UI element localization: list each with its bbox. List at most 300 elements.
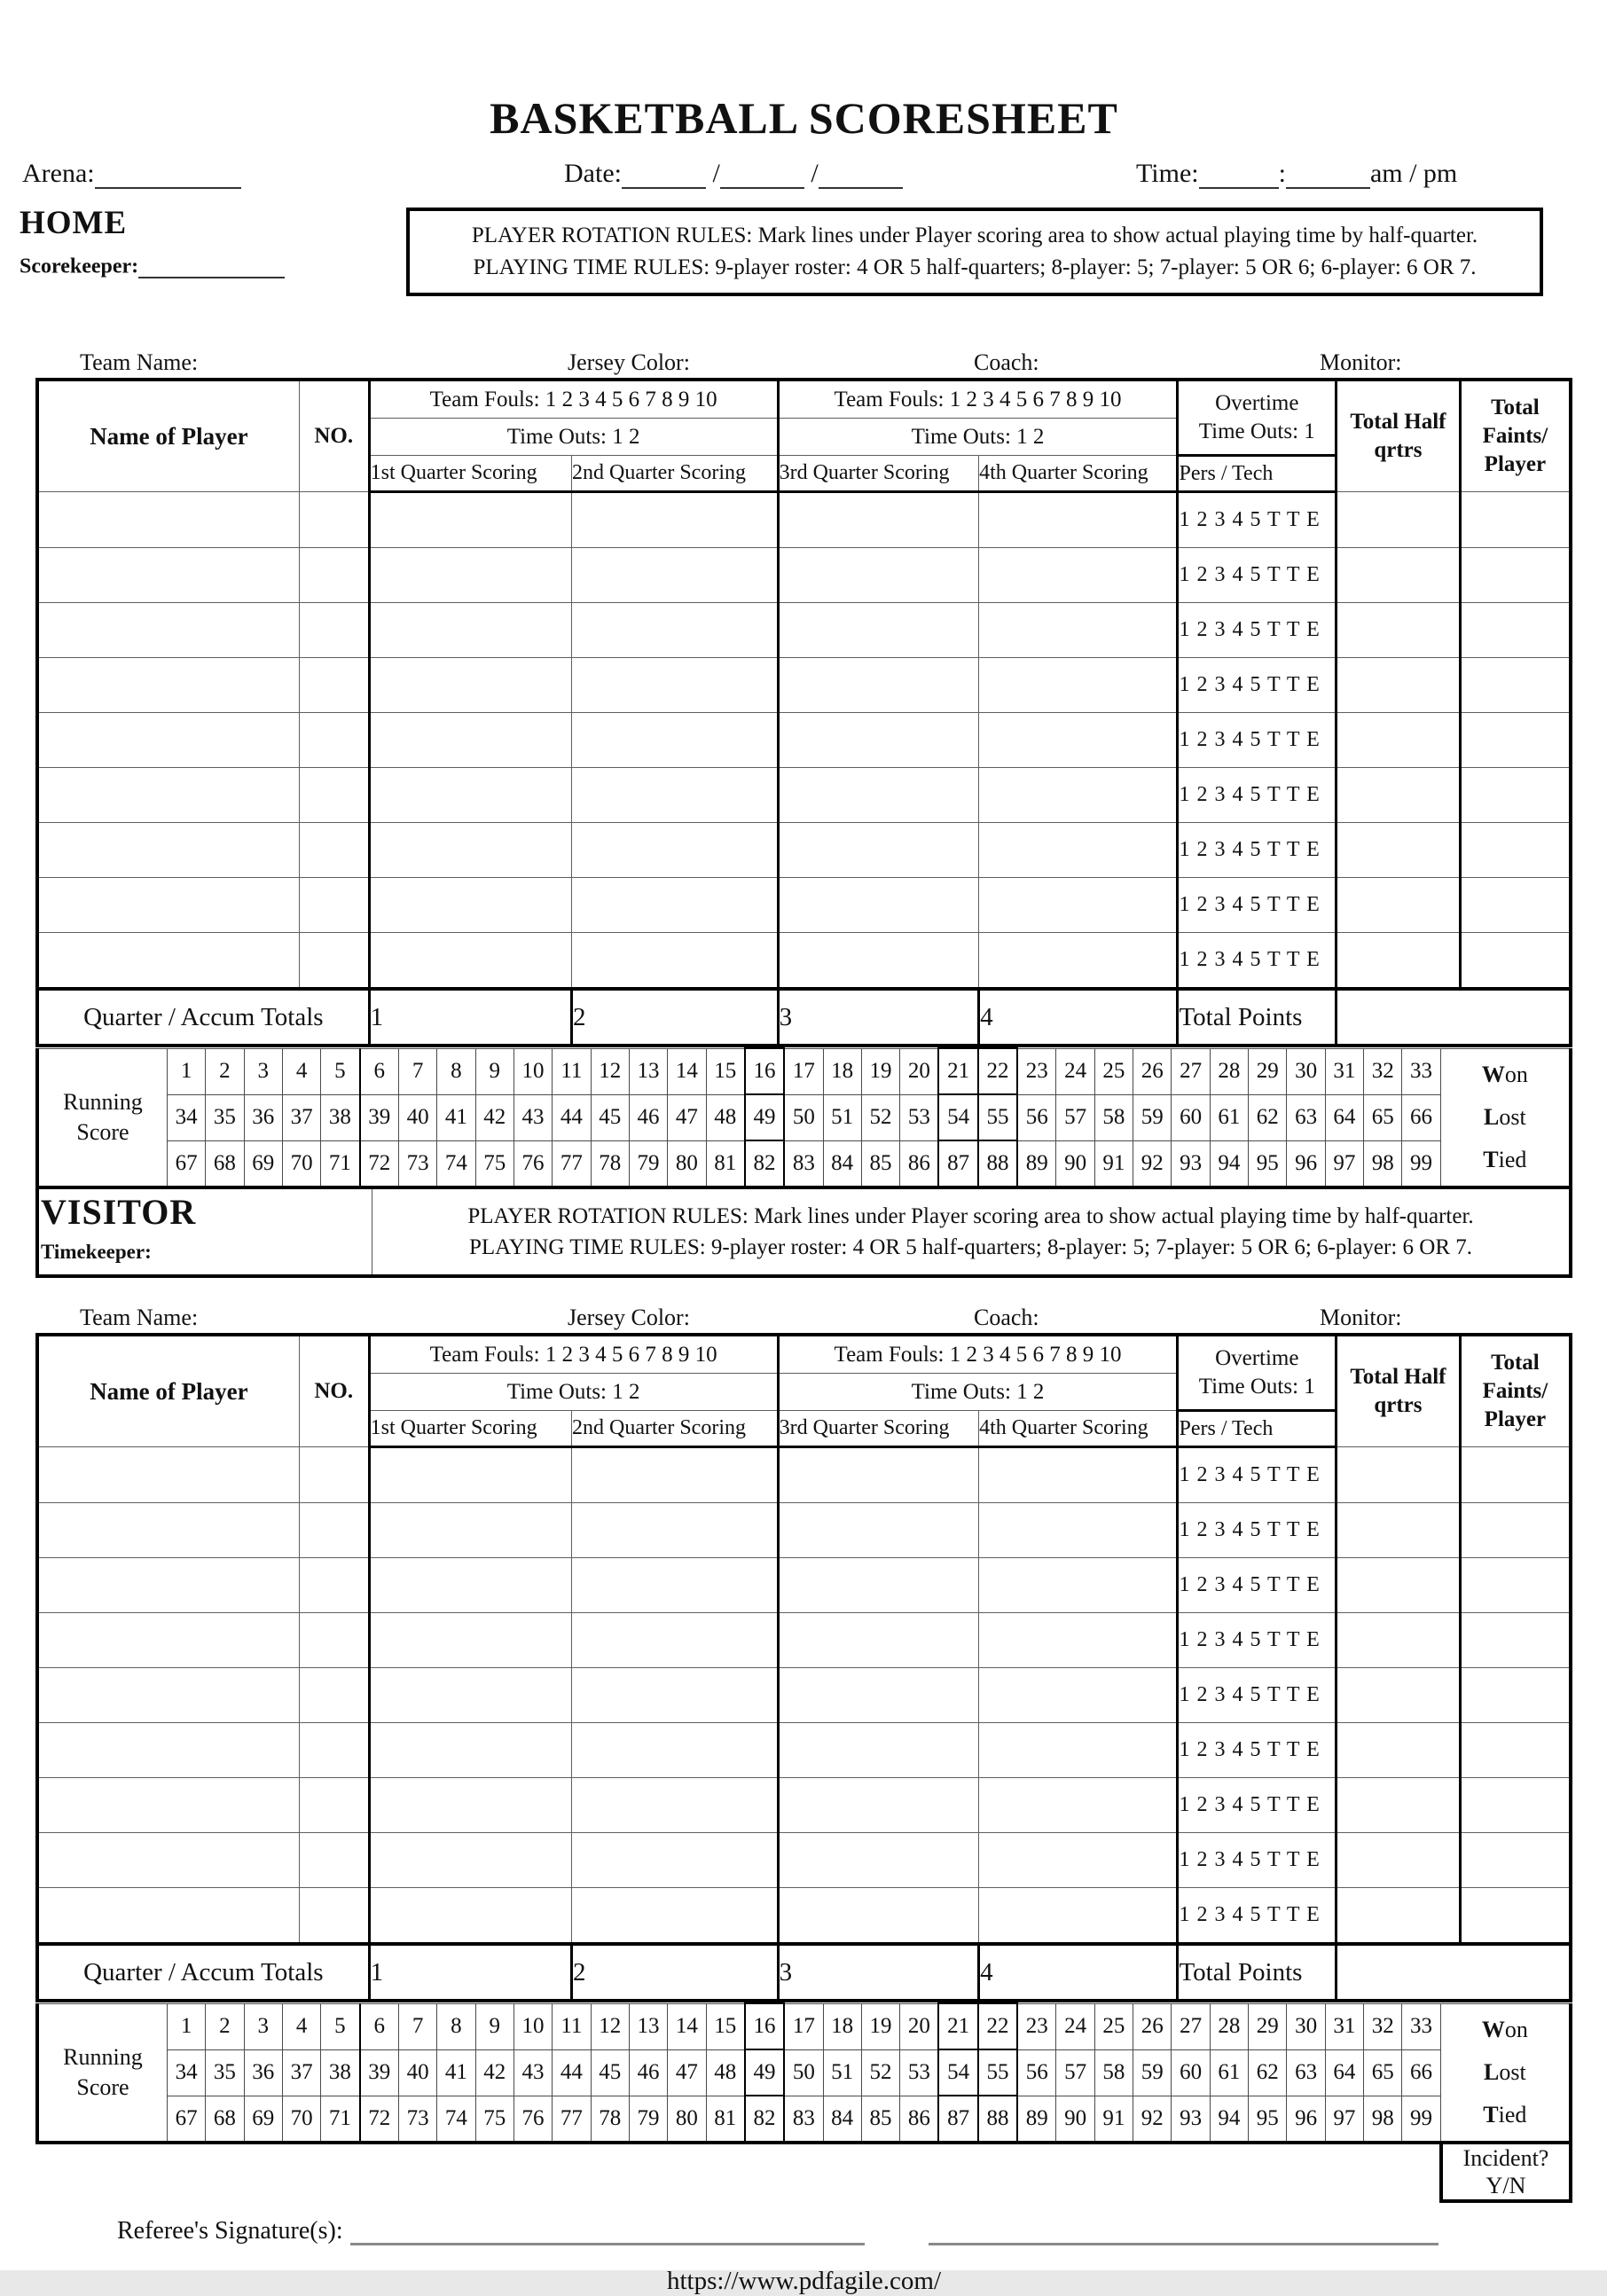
q3-scoring-cell[interactable] [778, 878, 978, 933]
running-score-cell[interactable]: 83 [784, 2096, 823, 2143]
running-score-cell[interactable]: 39 [360, 1094, 399, 1140]
player-number-cell[interactable] [299, 1558, 369, 1613]
personal-fouls-cell[interactable]: 1 2 3 4 5 T T E [1178, 548, 1337, 603]
running-score-cell[interactable]: 79 [629, 2096, 667, 2143]
q3-total-cell[interactable]: 3 [778, 1944, 978, 2001]
running-score-cell[interactable]: 91 [1094, 1140, 1133, 1187]
running-score-cell[interactable]: 76 [513, 2096, 552, 2143]
running-score-cell[interactable]: 87 [938, 2096, 977, 2143]
running-score-cell[interactable]: 84 [823, 2096, 861, 2143]
q3-scoring-cell[interactable] [778, 713, 978, 768]
running-score-cell[interactable]: 38 [321, 1094, 360, 1140]
player-number-cell[interactable] [299, 1778, 369, 1833]
running-score-cell[interactable]: 48 [706, 2049, 745, 2096]
total-faints-cell[interactable] [1460, 1888, 1571, 1945]
running-score-cell[interactable]: 36 [244, 2049, 282, 2096]
player-number-cell[interactable] [299, 878, 369, 933]
running-score-cell[interactable]: 18 [823, 2003, 861, 2049]
total-faints-cell[interactable] [1460, 933, 1571, 990]
q2-scoring-cell[interactable] [572, 933, 779, 990]
player-name-cell[interactable] [37, 1888, 299, 1945]
q2-scoring-cell[interactable] [572, 1888, 779, 1945]
q3-scoring-cell[interactable] [778, 1778, 978, 1833]
running-score-cell[interactable]: 3 [244, 2003, 282, 2049]
date-year-blank[interactable] [819, 158, 903, 189]
running-score-cell[interactable]: 11 [553, 1048, 591, 1094]
running-score-cell[interactable]: 26 [1133, 2003, 1172, 2049]
running-score-cell[interactable]: 46 [629, 2049, 667, 2096]
total-points-cell[interactable] [1337, 989, 1571, 1046]
running-score-cell[interactable]: 45 [591, 2049, 629, 2096]
q4-scoring-cell[interactable] [979, 1778, 1178, 1833]
running-score-cell[interactable]: 18 [823, 1048, 861, 1094]
running-score-cell[interactable]: 7 [398, 2003, 436, 2049]
q4-scoring-cell[interactable] [979, 658, 1178, 713]
player-number-cell[interactable] [299, 548, 369, 603]
running-score-cell[interactable]: 30 [1287, 2003, 1325, 2049]
running-score-cell[interactable]: 4 [282, 2003, 320, 2049]
running-score-cell[interactable]: 49 [745, 2049, 784, 2096]
running-score-cell[interactable]: 89 [1017, 2096, 1056, 2143]
q4-scoring-cell[interactable] [979, 768, 1178, 823]
running-score-cell[interactable]: 80 [668, 2096, 706, 2143]
running-score-cell[interactable]: 7 [398, 1048, 436, 1094]
running-score-cell[interactable]: 72 [360, 1140, 399, 1187]
running-score-cell[interactable]: 44 [553, 2049, 591, 2096]
total-faints-cell[interactable] [1460, 1558, 1571, 1613]
running-score-cell[interactable]: 16 [745, 1048, 784, 1094]
running-score-cell[interactable]: 54 [938, 1094, 977, 1140]
q4-scoring-cell[interactable] [979, 603, 1178, 658]
q2-scoring-cell[interactable] [572, 658, 779, 713]
running-score-cell[interactable]: 50 [784, 1094, 823, 1140]
running-score-cell[interactable]: 24 [1056, 1048, 1094, 1094]
running-score-cell[interactable]: 49 [745, 1094, 784, 1140]
total-faints-cell[interactable] [1460, 1503, 1571, 1558]
running-score-cell[interactable]: 24 [1056, 2003, 1094, 2049]
running-score-cell[interactable]: 70 [282, 1140, 320, 1187]
running-score-cell[interactable]: 75 [475, 2096, 513, 2143]
running-score-cell[interactable]: 90 [1056, 1140, 1094, 1187]
running-score-cell[interactable]: 85 [861, 1140, 899, 1187]
player-name-cell[interactable] [37, 823, 299, 878]
player-number-cell[interactable] [299, 1668, 369, 1723]
q1-scoring-cell[interactable] [369, 823, 571, 878]
q1-scoring-cell[interactable] [369, 492, 571, 548]
running-score-cell[interactable]: 79 [629, 1140, 667, 1187]
running-score-cell[interactable]: 10 [513, 2003, 552, 2049]
overtime-timeouts-header[interactable] [1178, 380, 1337, 456]
running-score-cell[interactable]: 17 [784, 1048, 823, 1094]
running-score-cell[interactable]: 1 [167, 2003, 205, 2049]
running-score-cell[interactable]: 68 [206, 1140, 244, 1187]
player-name-cell[interactable] [37, 1503, 299, 1558]
q3-scoring-cell[interactable] [778, 823, 978, 878]
running-score-cell[interactable]: 23 [1017, 1048, 1056, 1094]
running-score-cell[interactable]: 23 [1017, 2003, 1056, 2049]
running-score-cell[interactable]: 67 [167, 1140, 205, 1187]
team-fouls-header-half2[interactable]: Team Fouls: 1 2 3 4 5 6 7 8 9 10 [778, 380, 1178, 419]
player-name-cell[interactable] [37, 933, 299, 990]
running-score-cell[interactable]: 33 [1402, 2003, 1440, 2049]
total-half-qrtrs-cell[interactable] [1337, 1613, 1461, 1668]
total-half-qrtrs-cell[interactable] [1337, 1558, 1461, 1613]
total-faints-cell[interactable] [1460, 1668, 1571, 1723]
player-name-cell[interactable] [37, 1613, 299, 1668]
time-minute-blank[interactable] [1286, 158, 1370, 189]
total-half-qrtrs-cell[interactable] [1337, 1503, 1461, 1558]
total-half-qrtrs-cell[interactable] [1337, 1778, 1461, 1833]
q3-scoring-cell[interactable] [778, 1447, 978, 1503]
personal-fouls-cell[interactable]: 1 2 3 4 5 T T E [1178, 1613, 1337, 1668]
q1-scoring-cell[interactable] [369, 1558, 571, 1613]
running-score-cell[interactable]: 36 [244, 1094, 282, 1140]
running-score-cell[interactable]: 84 [823, 1140, 861, 1187]
running-score-cell[interactable]: 25 [1094, 1048, 1133, 1094]
running-score-cell[interactable]: 73 [398, 2096, 436, 2143]
running-score-cell[interactable]: 19 [861, 1048, 899, 1094]
total-half-qrtrs-cell[interactable] [1337, 768, 1461, 823]
running-score-cell[interactable]: 86 [900, 1140, 939, 1187]
total-half-qrtrs-cell[interactable] [1337, 1833, 1461, 1888]
running-score-cell[interactable]: 96 [1287, 2096, 1325, 2143]
running-score-cell[interactable]: 2 [206, 1048, 244, 1094]
running-score-cell[interactable]: 20 [900, 2003, 939, 2049]
running-score-cell[interactable]: 98 [1364, 1140, 1402, 1187]
running-score-cell[interactable]: 9 [475, 1048, 513, 1094]
q2-scoring-cell[interactable] [572, 713, 779, 768]
player-name-cell[interactable] [37, 1833, 299, 1888]
timeouts-header-half2[interactable]: Time Outs: 1 2 [778, 419, 1178, 456]
running-score-cell[interactable]: 82 [745, 2096, 784, 2143]
player-number-cell[interactable] [299, 603, 369, 658]
total-faints-cell[interactable] [1460, 492, 1571, 548]
running-score-cell[interactable]: 68 [206, 2096, 244, 2143]
q1-total-cell[interactable]: 1 [369, 1944, 571, 2001]
timeouts-header-half1[interactable]: Time Outs: 1 2 [369, 1374, 778, 1411]
q2-total-cell[interactable]: 2 [572, 1944, 779, 2001]
running-score-cell[interactable]: 35 [206, 2049, 244, 2096]
referee-signature-blank-2[interactable] [929, 2215, 1438, 2245]
running-score-cell[interactable]: 38 [321, 2049, 360, 2096]
running-score-cell[interactable]: 3 [244, 1048, 282, 1094]
q4-total-cell[interactable]: 4 [979, 989, 1178, 1046]
q2-scoring-cell[interactable] [572, 1613, 779, 1668]
running-score-cell[interactable]: 16 [745, 2003, 784, 2049]
time-hour-blank[interactable] [1199, 158, 1279, 189]
personal-fouls-cell[interactable]: 1 2 3 4 5 T T E [1178, 823, 1337, 878]
running-score-cell[interactable]: 63 [1287, 1094, 1325, 1140]
team-fouls-header-half2[interactable]: Team Fouls: 1 2 3 4 5 6 7 8 9 10 [778, 1335, 1178, 1374]
running-score-cell[interactable]: 32 [1364, 1048, 1402, 1094]
date-day-blank[interactable] [622, 158, 706, 189]
running-score-cell[interactable]: 69 [244, 1140, 282, 1187]
q2-scoring-cell[interactable] [572, 1668, 779, 1723]
running-score-cell[interactable]: 13 [629, 2003, 667, 2049]
running-score-cell[interactable]: 51 [823, 1094, 861, 1140]
running-score-cell[interactable]: 29 [1249, 1048, 1287, 1094]
q3-scoring-cell[interactable] [778, 1503, 978, 1558]
overtime-timeouts-header[interactable] [1178, 1335, 1337, 1411]
running-score-cell[interactable]: 8 [437, 2003, 475, 2049]
running-score-cell[interactable]: 39 [360, 2049, 399, 2096]
running-score-cell[interactable]: 92 [1133, 1140, 1172, 1187]
q2-scoring-cell[interactable] [572, 823, 779, 878]
running-score-cell[interactable]: 58 [1094, 2049, 1133, 2096]
running-score-cell[interactable]: 59 [1133, 1094, 1172, 1140]
total-half-qrtrs-cell[interactable] [1337, 1668, 1461, 1723]
running-score-cell[interactable]: 1 [167, 1048, 205, 1094]
q4-scoring-cell[interactable] [979, 878, 1178, 933]
player-number-cell[interactable] [299, 1888, 369, 1945]
running-score-cell[interactable]: 60 [1172, 2049, 1210, 2096]
running-score-cell[interactable]: 12 [591, 1048, 629, 1094]
date-month-blank[interactable] [720, 158, 804, 189]
running-score-cell[interactable]: 75 [475, 1140, 513, 1187]
player-number-cell[interactable] [299, 933, 369, 990]
total-half-qrtrs-cell[interactable] [1337, 933, 1461, 990]
q2-scoring-cell[interactable] [572, 548, 779, 603]
player-number-cell[interactable] [299, 713, 369, 768]
running-score-cell[interactable]: 40 [398, 1094, 436, 1140]
total-half-qrtrs-cell[interactable] [1337, 1888, 1461, 1945]
running-score-cell[interactable]: 88 [978, 2096, 1017, 2143]
total-half-qrtrs-cell[interactable] [1337, 548, 1461, 603]
player-name-cell[interactable] [37, 548, 299, 603]
running-score-cell[interactable]: 56 [1017, 2049, 1056, 2096]
running-score-cell[interactable]: 96 [1287, 1140, 1325, 1187]
q2-scoring-cell[interactable] [572, 1723, 779, 1778]
total-faints-cell[interactable] [1460, 823, 1571, 878]
q3-scoring-cell[interactable] [778, 768, 978, 823]
q3-scoring-cell[interactable] [778, 1888, 978, 1945]
total-faints-cell[interactable] [1460, 1447, 1571, 1503]
running-score-cell[interactable]: 31 [1325, 1048, 1363, 1094]
player-name-cell[interactable] [37, 1778, 299, 1833]
running-score-cell[interactable]: 42 [475, 2049, 513, 2096]
total-points-cell[interactable] [1337, 1944, 1571, 2001]
personal-fouls-cell[interactable]: 1 2 3 4 5 T T E [1178, 1888, 1337, 1945]
running-score-cell[interactable]: 72 [360, 2096, 399, 2143]
q4-scoring-cell[interactable] [979, 1668, 1178, 1723]
q1-scoring-cell[interactable] [369, 1723, 571, 1778]
player-number-cell[interactable] [299, 1613, 369, 1668]
running-score-cell[interactable]: 48 [706, 1094, 745, 1140]
q1-scoring-cell[interactable] [369, 1613, 571, 1668]
total-faints-cell[interactable] [1460, 1833, 1571, 1888]
personal-fouls-cell[interactable]: 1 2 3 4 5 T T E [1178, 1668, 1337, 1723]
running-score-cell[interactable]: 27 [1172, 1048, 1210, 1094]
q4-scoring-cell[interactable] [979, 1613, 1178, 1668]
player-number-cell[interactable] [299, 768, 369, 823]
running-score-cell[interactable]: 12 [591, 2003, 629, 2049]
running-score-cell[interactable]: 99 [1402, 1140, 1440, 1187]
q1-scoring-cell[interactable] [369, 603, 571, 658]
running-score-cell[interactable]: 94 [1210, 1140, 1248, 1187]
running-score-cell[interactable]: 22 [978, 2003, 1017, 2049]
running-score-cell[interactable]: 8 [437, 1048, 475, 1094]
running-score-cell[interactable]: 54 [938, 2049, 977, 2096]
running-score-cell[interactable]: 37 [282, 2049, 320, 2096]
arena-blank[interactable] [95, 158, 241, 189]
running-score-cell[interactable]: 34 [167, 2049, 205, 2096]
running-score-cell[interactable]: 51 [823, 2049, 861, 2096]
q1-scoring-cell[interactable] [369, 1778, 571, 1833]
total-faints-cell[interactable] [1460, 1723, 1571, 1778]
personal-fouls-cell[interactable]: 1 2 3 4 5 T T E [1178, 603, 1337, 658]
total-faints-cell[interactable] [1460, 548, 1571, 603]
player-number-cell[interactable] [299, 492, 369, 548]
running-score-cell[interactable]: 28 [1210, 1048, 1248, 1094]
running-score-cell[interactable]: 88 [978, 1140, 1017, 1187]
running-score-cell[interactable]: 9 [475, 2003, 513, 2049]
player-name-cell[interactable] [37, 768, 299, 823]
running-score-cell[interactable]: 11 [553, 2003, 591, 2049]
running-score-cell[interactable]: 62 [1249, 2049, 1287, 2096]
total-half-qrtrs-cell[interactable] [1337, 492, 1461, 548]
running-score-cell[interactable]: 93 [1172, 1140, 1210, 1187]
q4-scoring-cell[interactable] [979, 492, 1178, 548]
running-score-cell[interactable]: 78 [591, 1140, 629, 1187]
q1-scoring-cell[interactable] [369, 548, 571, 603]
running-score-cell[interactable]: 93 [1172, 2096, 1210, 2143]
referee-signature-blank-1[interactable] [350, 2215, 865, 2245]
running-score-cell[interactable]: 74 [437, 1140, 475, 1187]
running-score-cell[interactable]: 20 [900, 1048, 939, 1094]
q4-total-cell[interactable]: 4 [979, 1944, 1178, 2001]
personal-fouls-cell[interactable]: 1 2 3 4 5 T T E [1178, 768, 1337, 823]
running-score-cell[interactable]: 52 [861, 2049, 899, 2096]
running-score-cell[interactable]: 69 [244, 2096, 282, 2143]
total-faints-cell[interactable] [1460, 878, 1571, 933]
total-half-qrtrs-cell[interactable] [1337, 603, 1461, 658]
team-fouls-header-half1[interactable]: Team Fouls: 1 2 3 4 5 6 7 8 9 10 [369, 380, 778, 419]
running-score-cell[interactable]: 66 [1402, 2049, 1440, 2096]
q4-scoring-cell[interactable] [979, 1503, 1178, 1558]
q4-scoring-cell[interactable] [979, 1558, 1178, 1613]
running-score-cell[interactable]: 50 [784, 2049, 823, 2096]
running-score-cell[interactable]: 6 [360, 1048, 399, 1094]
running-score-cell[interactable]: 97 [1325, 1140, 1363, 1187]
running-score-cell[interactable]: 95 [1249, 2096, 1287, 2143]
player-number-cell[interactable] [299, 823, 369, 878]
running-score-cell[interactable]: 77 [553, 2096, 591, 2143]
running-score-cell[interactable]: 14 [668, 2003, 706, 2049]
running-score-cell[interactable]: 34 [167, 1094, 205, 1140]
player-name-cell[interactable] [37, 878, 299, 933]
q2-scoring-cell[interactable] [572, 603, 779, 658]
running-score-cell[interactable]: 31 [1325, 2003, 1363, 2049]
running-score-cell[interactable]: 76 [513, 1140, 552, 1187]
running-score-cell[interactable]: 77 [553, 1140, 591, 1187]
running-score-cell[interactable]: 83 [784, 1140, 823, 1187]
running-score-cell[interactable]: 15 [706, 1048, 745, 1094]
running-score-cell[interactable]: 71 [321, 1140, 360, 1187]
running-score-cell[interactable]: 80 [668, 1140, 706, 1187]
player-number-cell[interactable] [299, 1447, 369, 1503]
running-score-cell[interactable]: 6 [360, 2003, 399, 2049]
running-score-cell[interactable]: 91 [1094, 2096, 1133, 2143]
running-score-cell[interactable]: 81 [706, 1140, 745, 1187]
running-score-cell[interactable]: 52 [861, 1094, 899, 1140]
running-score-cell[interactable]: 99 [1402, 2096, 1440, 2143]
total-half-qrtrs-cell[interactable] [1337, 713, 1461, 768]
running-score-cell[interactable]: 97 [1325, 2096, 1363, 2143]
q2-scoring-cell[interactable] [572, 492, 779, 548]
timeouts-header-half1[interactable]: Time Outs: 1 2 [369, 419, 778, 456]
running-score-cell[interactable]: 47 [668, 2049, 706, 2096]
game-result-cell[interactable]: Won Lost Tied [1440, 1048, 1571, 1187]
total-half-qrtrs-cell[interactable] [1337, 658, 1461, 713]
scorekeeper-blank[interactable] [138, 254, 285, 278]
q1-scoring-cell[interactable] [369, 713, 571, 768]
q3-scoring-cell[interactable] [778, 492, 978, 548]
q3-scoring-cell[interactable] [778, 933, 978, 990]
total-half-qrtrs-cell[interactable] [1337, 878, 1461, 933]
running-score-cell[interactable]: 43 [513, 1094, 552, 1140]
running-score-cell[interactable]: 21 [938, 2003, 977, 2049]
running-score-cell[interactable]: 58 [1094, 1094, 1133, 1140]
running-score-cell[interactable]: 29 [1249, 2003, 1287, 2049]
running-score-cell[interactable]: 44 [553, 1094, 591, 1140]
running-score-cell[interactable]: 26 [1133, 1048, 1172, 1094]
running-score-cell[interactable]: 5 [321, 1048, 360, 1094]
running-score-cell[interactable]: 74 [437, 2096, 475, 2143]
q3-scoring-cell[interactable] [778, 1668, 978, 1723]
player-name-cell[interactable] [37, 1447, 299, 1503]
player-number-cell[interactable] [299, 1833, 369, 1888]
running-score-cell[interactable]: 4 [282, 1048, 320, 1094]
q4-scoring-cell[interactable] [979, 1723, 1178, 1778]
running-score-cell[interactable]: 37 [282, 1094, 320, 1140]
total-faints-cell[interactable] [1460, 768, 1571, 823]
personal-fouls-cell[interactable]: 1 2 3 4 5 T T E [1178, 1447, 1337, 1503]
running-score-cell[interactable]: 41 [437, 1094, 475, 1140]
q4-scoring-cell[interactable] [979, 933, 1178, 990]
running-score-cell[interactable]: 2 [206, 2003, 244, 2049]
total-faints-cell[interactable] [1460, 1778, 1571, 1833]
q2-scoring-cell[interactable] [572, 878, 779, 933]
running-score-cell[interactable]: 28 [1210, 2003, 1248, 2049]
personal-fouls-cell[interactable]: 1 2 3 4 5 T T E [1178, 1558, 1337, 1613]
running-score-cell[interactable]: 22 [978, 1048, 1017, 1094]
personal-fouls-cell[interactable]: 1 2 3 4 5 T T E [1178, 1723, 1337, 1778]
running-score-cell[interactable]: 98 [1364, 2096, 1402, 2143]
running-score-cell[interactable]: 57 [1056, 1094, 1094, 1140]
total-half-qrtrs-cell[interactable] [1337, 1447, 1461, 1503]
running-score-cell[interactable]: 86 [900, 2096, 939, 2143]
q2-scoring-cell[interactable] [572, 768, 779, 823]
total-half-qrtrs-cell[interactable] [1337, 1723, 1461, 1778]
q1-scoring-cell[interactable] [369, 1888, 571, 1945]
q1-scoring-cell[interactable] [369, 1447, 571, 1503]
q2-scoring-cell[interactable] [572, 1503, 779, 1558]
running-score-cell[interactable]: 61 [1210, 1094, 1248, 1140]
running-score-cell[interactable]: 70 [282, 2096, 320, 2143]
running-score-cell[interactable]: 19 [861, 2003, 899, 2049]
running-score-cell[interactable]: 42 [475, 1094, 513, 1140]
team-fouls-header-half1[interactable]: Team Fouls: 1 2 3 4 5 6 7 8 9 10 [369, 1335, 778, 1374]
personal-fouls-cell[interactable]: 1 2 3 4 5 T T E [1178, 1833, 1337, 1888]
total-half-qrtrs-cell[interactable] [1337, 823, 1461, 878]
q3-scoring-cell[interactable] [778, 1833, 978, 1888]
q3-scoring-cell[interactable] [778, 1613, 978, 1668]
running-score-cell[interactable]: 94 [1210, 2096, 1248, 2143]
running-score-cell[interactable]: 14 [668, 1048, 706, 1094]
q1-scoring-cell[interactable] [369, 1668, 571, 1723]
running-score-cell[interactable]: 87 [938, 1140, 977, 1187]
running-score-cell[interactable]: 71 [321, 2096, 360, 2143]
